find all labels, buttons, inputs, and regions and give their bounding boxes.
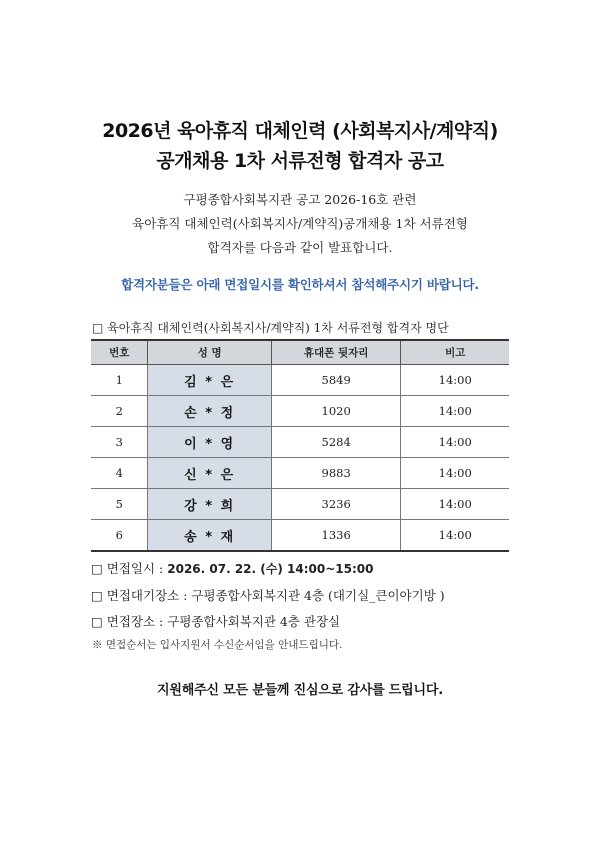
interview-datetime-label: □ 면접일시 : xyxy=(91,561,168,576)
table-caption: □ 육아휴직 대체인력(사회복지사/계약직) 1차 서류전형 합격자 명단 xyxy=(92,321,449,335)
row-remarks: 14:00 xyxy=(401,396,509,427)
table-row xyxy=(91,489,509,520)
title-line-2: 공개채용 1차 서류전형 합격자 공고 xyxy=(156,150,444,172)
row-phone: 9883 xyxy=(271,458,401,489)
header-number: 번호 xyxy=(91,340,148,365)
row-number: 3 xyxy=(91,427,148,458)
intro-line-1: 구평종합사회복지관 공고 2026-16호 관련 xyxy=(183,192,417,207)
row-remarks: 14:00 xyxy=(401,520,509,552)
row-number: 1 xyxy=(91,365,148,396)
table-row xyxy=(91,520,509,552)
title-line-1: 2026년 육아휴직 대체인력 (사회복지사/계약직) xyxy=(102,120,498,142)
row-name: 김 * 은 xyxy=(148,365,271,396)
interview-waiting-place: □ 면접대기장소 : 구평종합사회복지관 4층 (대기실_큰이야기방 ) xyxy=(91,588,445,603)
row-number: 6 xyxy=(91,520,148,552)
interview-place: □ 면접장소 : 구평종합사회복지관 4층 관장실 xyxy=(91,614,341,629)
row-number: 5 xyxy=(91,489,148,520)
row-phone: 1336 xyxy=(271,520,401,552)
interview-datetime xyxy=(91,559,373,577)
row-number: 2 xyxy=(91,396,148,427)
row-phone: 5849 xyxy=(271,365,401,396)
row-remarks: 14:00 xyxy=(401,489,509,520)
row-phone: 5284 xyxy=(271,427,401,458)
intro-line-2: 육아휴직 대체인력(사회복지사/계약직)공개채용 1차 서류전형 xyxy=(132,216,468,231)
row-phone: 1020 xyxy=(271,396,401,427)
row-name: 강 * 희 xyxy=(148,489,271,520)
row-phone: 3236 xyxy=(271,489,401,520)
row-name: 손 * 정 xyxy=(148,396,271,427)
table-row xyxy=(91,427,509,458)
table-header-row xyxy=(91,340,509,365)
row-remarks: 14:00 xyxy=(401,427,509,458)
thank-you-message: 지원해주신 모든 분들께 진심으로 감사를 드립니다. xyxy=(157,683,443,698)
intro-line-3: 합격자를 다음과 같이 발표합니다. xyxy=(207,240,393,255)
row-remarks: 14:00 xyxy=(401,365,509,396)
header-name: 성 명 xyxy=(148,340,271,365)
table-row xyxy=(91,365,509,396)
row-name: 신 * 은 xyxy=(148,458,271,489)
row-remarks: 14:00 xyxy=(401,458,509,489)
header-phone: 휴대폰 뒷자리 xyxy=(271,340,401,365)
table-row xyxy=(91,458,509,489)
attendance-notice: 합격자분들은 아래 면접일시를 확인하셔서 참석해주시기 바랍니다. xyxy=(121,277,479,292)
row-name: 송 * 재 xyxy=(148,520,271,552)
successful-applicants-table xyxy=(91,339,509,552)
interview-datetime-value: 2026. 07. 22. (수) 14:00~15:00 xyxy=(167,562,374,576)
header-remarks: 비고 xyxy=(401,340,509,365)
table-row xyxy=(91,396,509,427)
row-number: 4 xyxy=(91,458,148,489)
interview-order-note: ※ 면접순서는 입사지원서 수신순서임을 안내드립니다. xyxy=(92,639,343,651)
row-name: 이 * 영 xyxy=(148,427,271,458)
